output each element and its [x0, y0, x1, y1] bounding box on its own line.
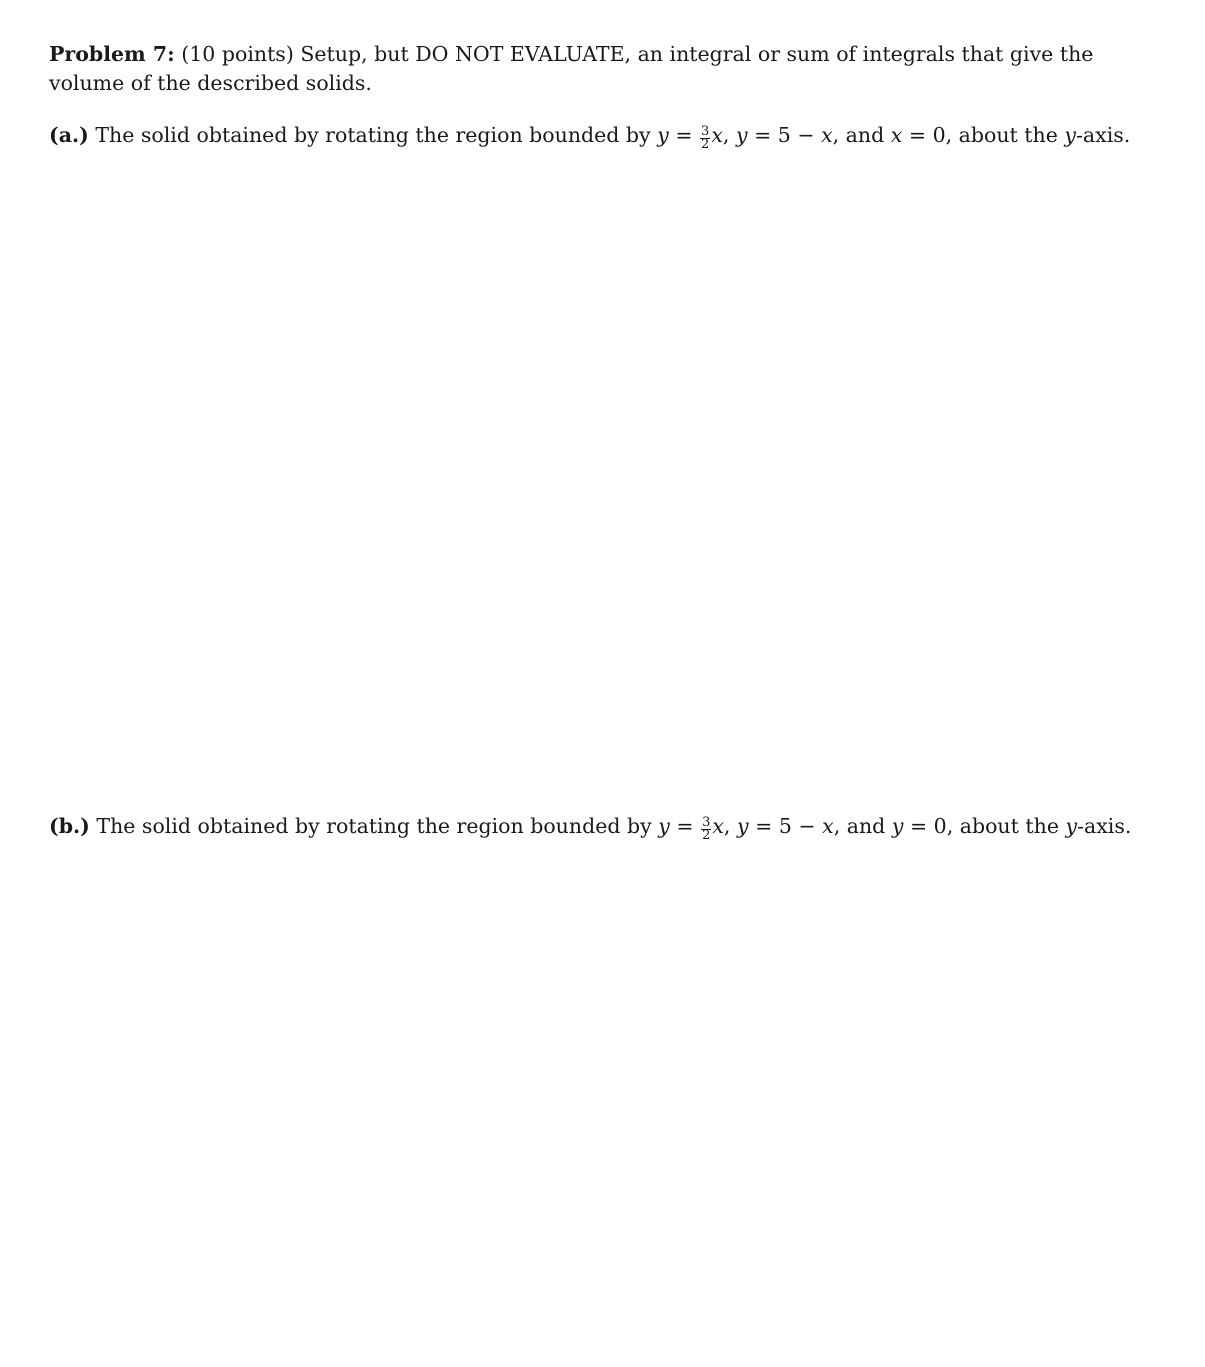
part-b-frac-denominator: 2: [702, 827, 711, 843]
part-a-answer-space[interactable]: [49, 160, 1159, 790]
part-a-frac-numerator: 3: [701, 123, 710, 139]
part-b-eq2-const: 5: [778, 814, 792, 838]
part-a-eq2-const: 5: [777, 123, 791, 147]
part-a-eq1-op: =: [675, 123, 693, 147]
problem-label: Problem 7:: [49, 42, 175, 66]
part-b-eq2-var: x: [822, 814, 834, 838]
part-a-prompt: [49, 121, 1169, 151]
part-b-sep2: , and: [833, 814, 886, 838]
part-a-sep2: , and: [832, 123, 885, 147]
part-a-axis-var: y: [1064, 123, 1076, 147]
problem-header: [49, 40, 1159, 98]
part-b-fraction: [701, 814, 711, 843]
part-a-frac-denominator: 2: [701, 136, 710, 152]
part-a-sep1: ,: [722, 123, 730, 147]
part-b-text-after-2: -axis.: [1077, 814, 1132, 838]
part-a-eq3-lhs: x: [890, 123, 903, 147]
part-b-frac-numerator: 3: [702, 814, 711, 830]
part-b-axis-var: y: [1065, 814, 1078, 838]
part-a-eq2-minus: −: [797, 123, 815, 147]
part-b-sep1: ,: [723, 814, 731, 838]
part-b-eq2-lhs: y: [736, 814, 749, 838]
part-b-answer-space[interactable]: [49, 852, 1159, 1342]
part-a-eq3-op: =: [908, 123, 927, 147]
part-b-eq3-rhs: 0: [933, 814, 947, 838]
part-b-eq3-op: =: [909, 814, 928, 838]
part-b-text: The solid obtained by rotating the region bounded by: [96, 814, 652, 838]
part-a-text-after-2: -axis.: [1076, 123, 1131, 147]
part-b-label: (b.): [49, 814, 90, 838]
part-a-label: (a.): [49, 123, 89, 147]
part-a-text: The solid obtained by rotating the region bounded by: [95, 123, 651, 147]
part-b-text-after-1: , about the: [946, 814, 1059, 838]
part-b-prompt: [49, 812, 1169, 842]
part-a-eq3-rhs: 0: [932, 123, 946, 147]
part-a-eq2-op: =: [754, 123, 772, 147]
part-b-eq2-op: =: [755, 814, 773, 838]
problem-statement: (10 points) Setup, but DO NOT EVALUATE, an integral or sum of integrals that give the volume of the described solids.: [49, 42, 1094, 95]
part-a-eq2-var: x: [821, 123, 833, 147]
part-b-eq1-var: x: [712, 814, 724, 838]
part-a-text-after-1: , about the: [945, 123, 1058, 147]
part-a-eq1-var: x: [711, 123, 723, 147]
part-a-eq1-lhs: y: [657, 123, 669, 147]
part-b-eq1-op: =: [676, 814, 694, 838]
part-b-eq1-lhs: y: [658, 814, 670, 838]
part-a-fraction: [700, 123, 710, 152]
part-b-eq2-minus: −: [798, 814, 816, 838]
part-a-eq2-lhs: y: [735, 123, 748, 147]
part-b-eq3-lhs: y: [891, 814, 904, 838]
